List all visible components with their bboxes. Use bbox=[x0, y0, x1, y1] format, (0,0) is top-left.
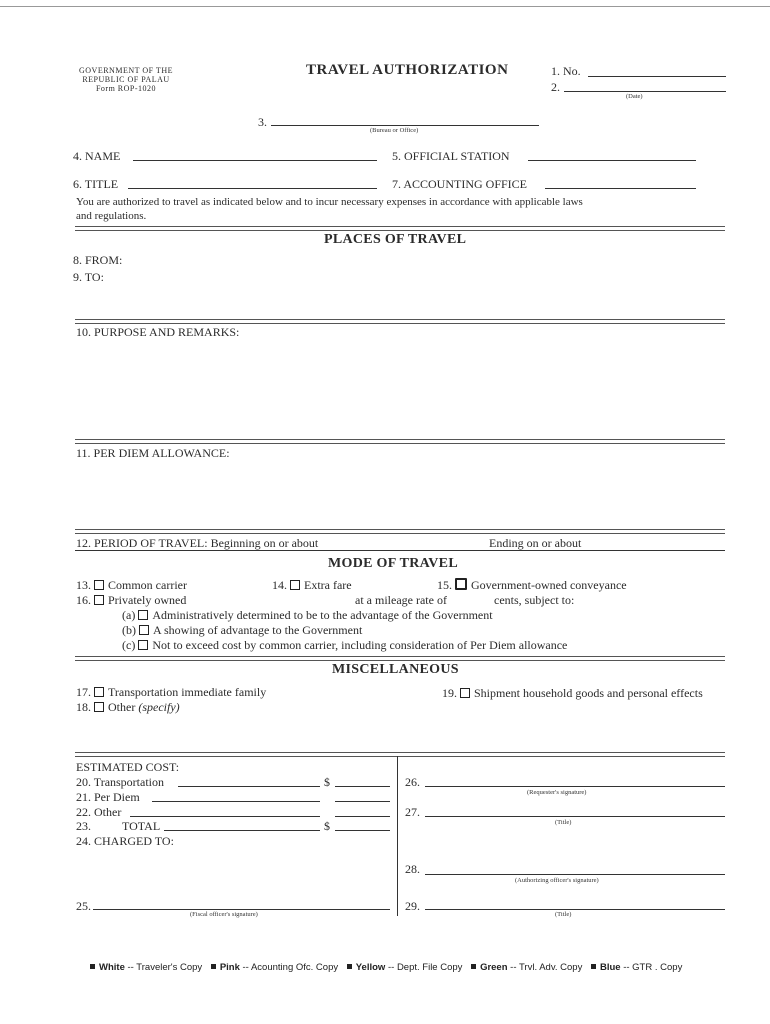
specify-label: (specify) bbox=[138, 700, 180, 714]
misc-heading: MISCELLANEOUS bbox=[332, 662, 459, 677]
scan-edge-line bbox=[0, 6, 770, 7]
divider-period bbox=[75, 529, 725, 534]
transportation-dollar: $ bbox=[324, 775, 330, 789]
option-other[interactable] bbox=[76, 700, 180, 715]
fiscal-signature-field[interactable] bbox=[93, 909, 390, 910]
copy-yellow-color: Yellow bbox=[355, 962, 386, 973]
per-diem-label: 11. PER DIEM ALLOWANCE: bbox=[76, 446, 230, 460]
item-28-label: 28. bbox=[405, 862, 420, 876]
copy-pink-desc: Acounting Ofc. Copy bbox=[250, 962, 339, 973]
item-17-number: 17. bbox=[76, 685, 91, 699]
period-label: 12. PERIOD OF TRAVEL: Beginning on or about bbox=[76, 536, 319, 550]
title-label: 6. TITLE bbox=[73, 177, 119, 191]
transportation-amount[interactable] bbox=[335, 786, 390, 787]
option-a-prefix: (a) bbox=[122, 608, 136, 622]
item-16-number: 16. bbox=[76, 593, 91, 607]
authorization-line-2: and regulations. bbox=[76, 210, 147, 222]
divider-misc bbox=[75, 656, 725, 661]
per-diem-amount[interactable] bbox=[335, 801, 390, 802]
copy-pink-color: Pink bbox=[219, 962, 240, 973]
authorization-text bbox=[76, 195, 583, 223]
name-label: 4. NAME bbox=[73, 149, 121, 163]
option-transport-family[interactable] bbox=[76, 685, 266, 700]
date-field[interactable] bbox=[564, 91, 726, 92]
bullet-icon bbox=[90, 964, 95, 969]
bullet-icon bbox=[347, 964, 352, 969]
extra-fare-label: Extra fare bbox=[304, 578, 352, 592]
privately-owned-label: Privately owned bbox=[108, 593, 187, 607]
option-b-label: A showing of advantage to the Government bbox=[153, 623, 363, 637]
gov-owned-label: Government-owned conveyance bbox=[471, 578, 627, 592]
date-item-label: 2. bbox=[551, 80, 560, 94]
charged-to-label: 24. CHARGED TO: bbox=[76, 834, 174, 848]
other-leader bbox=[130, 816, 320, 817]
form-id: Form ROP-1020 bbox=[95, 84, 157, 93]
item-27-label: 27. bbox=[405, 805, 420, 819]
transportation-leader bbox=[178, 786, 320, 787]
checkbox-shipment[interactable] bbox=[460, 688, 470, 698]
total-amount[interactable] bbox=[335, 830, 390, 831]
copy-distribution-legend: White -- Traveler's Copy Pink -- Acounting Ofc. Copy Yellow -- Dept. File Copy Green -- Trvl. Adv. Copy Blue -- GTR . Copy bbox=[84, 962, 682, 973]
option-b[interactable] bbox=[122, 623, 362, 638]
checkbox-gov-owned[interactable] bbox=[455, 578, 467, 590]
number-field[interactable] bbox=[588, 76, 726, 77]
bureau-caption: (Bureau or Office) bbox=[370, 127, 419, 134]
requester-caption: (Requester's signature) bbox=[527, 789, 587, 796]
total-leader bbox=[164, 830, 320, 831]
requester-title-field[interactable] bbox=[425, 816, 725, 817]
number-label: 1. No. bbox=[551, 64, 581, 78]
divider-purpose bbox=[75, 319, 725, 324]
name-field[interactable] bbox=[133, 160, 377, 161]
fiscal-caption: (Fiscal officer's signature) bbox=[190, 911, 258, 918]
option-common-carrier[interactable] bbox=[76, 578, 187, 593]
checkbox-transport-family[interactable] bbox=[94, 687, 104, 697]
copy-yellow-desc: Dept. File Copy bbox=[396, 962, 463, 973]
requester-title-caption: (Title) bbox=[555, 819, 572, 826]
item-25-label: 25. bbox=[76, 899, 91, 913]
option-shipment[interactable] bbox=[442, 686, 703, 701]
authorizing-title-field[interactable] bbox=[425, 909, 725, 910]
copy-green-desc: Trvl. Adv. Copy bbox=[518, 962, 583, 973]
copy-green-color: Green bbox=[480, 962, 508, 973]
option-b-prefix: (b) bbox=[122, 623, 136, 637]
bureau-field[interactable] bbox=[271, 125, 539, 126]
other-amount[interactable] bbox=[335, 816, 390, 817]
option-privately-owned[interactable] bbox=[76, 593, 186, 608]
option-a[interactable] bbox=[122, 608, 493, 623]
copy-white-desc: Traveler's Copy bbox=[136, 962, 203, 973]
bullet-icon bbox=[211, 964, 216, 969]
checkbox-option-c[interactable] bbox=[138, 640, 148, 650]
government-label bbox=[76, 66, 176, 93]
option-c-label: Not to exceed cost by common carrier, including consideration of Per Diem allowance bbox=[152, 638, 568, 652]
total-label: TOTAL bbox=[122, 819, 161, 833]
checkbox-common-carrier[interactable] bbox=[94, 580, 104, 590]
places-heading: PLACES OF TRAVEL bbox=[324, 232, 467, 247]
copy-white-color: White bbox=[99, 962, 125, 973]
divider-places bbox=[75, 226, 725, 231]
date-caption: (Date) bbox=[626, 93, 643, 100]
bureau-item-label: 3. bbox=[258, 115, 267, 129]
requester-signature-field[interactable] bbox=[425, 786, 725, 787]
authorizing-title-caption: (Title) bbox=[555, 911, 572, 918]
per-diem-cost-label: 21. Per Diem bbox=[76, 790, 140, 804]
checkbox-extra-fare[interactable] bbox=[290, 580, 300, 590]
purpose-label: 10. PURPOSE AND REMARKS: bbox=[76, 325, 240, 339]
title-field[interactable] bbox=[128, 188, 377, 189]
accounting-office-label: 7. ACCOUNTING OFFICE bbox=[392, 177, 528, 191]
item-19-number: 19. bbox=[442, 686, 457, 700]
bullet-icon bbox=[591, 964, 596, 969]
divider-per-diem bbox=[75, 439, 725, 444]
transport-family-label: Transportation immediate family bbox=[108, 685, 267, 699]
other-cost-label: 22. Other bbox=[76, 805, 122, 819]
transportation-label: 20. Transportation bbox=[76, 775, 165, 789]
item-15-number: 15. bbox=[437, 578, 452, 592]
checkbox-option-b[interactable] bbox=[139, 625, 149, 635]
option-c-prefix: (c) bbox=[122, 638, 136, 652]
estimated-cost-heading: ESTIMATED COST: bbox=[76, 760, 180, 774]
common-carrier-label: Common carrier bbox=[108, 578, 187, 592]
copy-blue-desc: GTR . Copy bbox=[632, 962, 683, 973]
total-number: 23. bbox=[76, 819, 91, 833]
accounting-office-field[interactable] bbox=[545, 188, 696, 189]
item-18-number: 18. bbox=[76, 700, 91, 714]
item-14-number: 14. bbox=[272, 578, 287, 592]
to-label: 9. TO: bbox=[73, 270, 104, 284]
from-label: 8. FROM: bbox=[73, 253, 123, 267]
authorization-line-1: You are authorized to travel as indicated below and to incur necessary expenses in accordance with applicable laws bbox=[76, 196, 583, 208]
gov-line-1: GOVERNMENT OF THE bbox=[79, 66, 173, 75]
other-label: Other bbox=[108, 700, 136, 714]
mode-heading: MODE OF TRAVEL bbox=[328, 556, 458, 571]
option-gov-owned[interactable] bbox=[437, 578, 627, 593]
item-29-label: 29. bbox=[405, 899, 420, 913]
per-diem-leader bbox=[152, 801, 320, 802]
copy-blue-color: Blue bbox=[599, 962, 621, 973]
period-underline bbox=[75, 550, 725, 551]
mileage-label: at a mileage rate of bbox=[355, 593, 447, 607]
option-a-label: Administratively determined to be to the advantage of the Government bbox=[152, 608, 493, 622]
authorizing-signature-field[interactable] bbox=[425, 874, 725, 875]
gov-line-2: REPUBLIC OF PALAU bbox=[82, 75, 170, 84]
item-13-number: 13. bbox=[76, 578, 91, 592]
item-26-label: 26. bbox=[405, 775, 420, 789]
total-dollar: $ bbox=[324, 819, 330, 833]
authorizing-caption: (Authorizing officer's signature) bbox=[515, 877, 599, 884]
vertical-divider bbox=[397, 756, 398, 916]
checkbox-other[interactable] bbox=[94, 702, 104, 712]
official-station-field[interactable] bbox=[528, 160, 696, 161]
option-c[interactable] bbox=[122, 638, 567, 653]
option-extra-fare[interactable] bbox=[272, 578, 352, 593]
bullet-icon bbox=[471, 964, 476, 969]
period-ending-label: Ending on or about bbox=[489, 536, 582, 550]
page-title: TRAVEL AUTHORIZATION bbox=[306, 62, 509, 78]
official-station-label: 5. OFFICIAL STATION bbox=[392, 149, 510, 163]
shipment-label: Shipment household goods and personal effects bbox=[474, 686, 703, 700]
divider-cost bbox=[75, 752, 725, 757]
cents-label: cents, subject to: bbox=[494, 593, 575, 607]
checkbox-option-a[interactable] bbox=[138, 610, 148, 620]
checkbox-privately-owned[interactable] bbox=[94, 595, 104, 605]
